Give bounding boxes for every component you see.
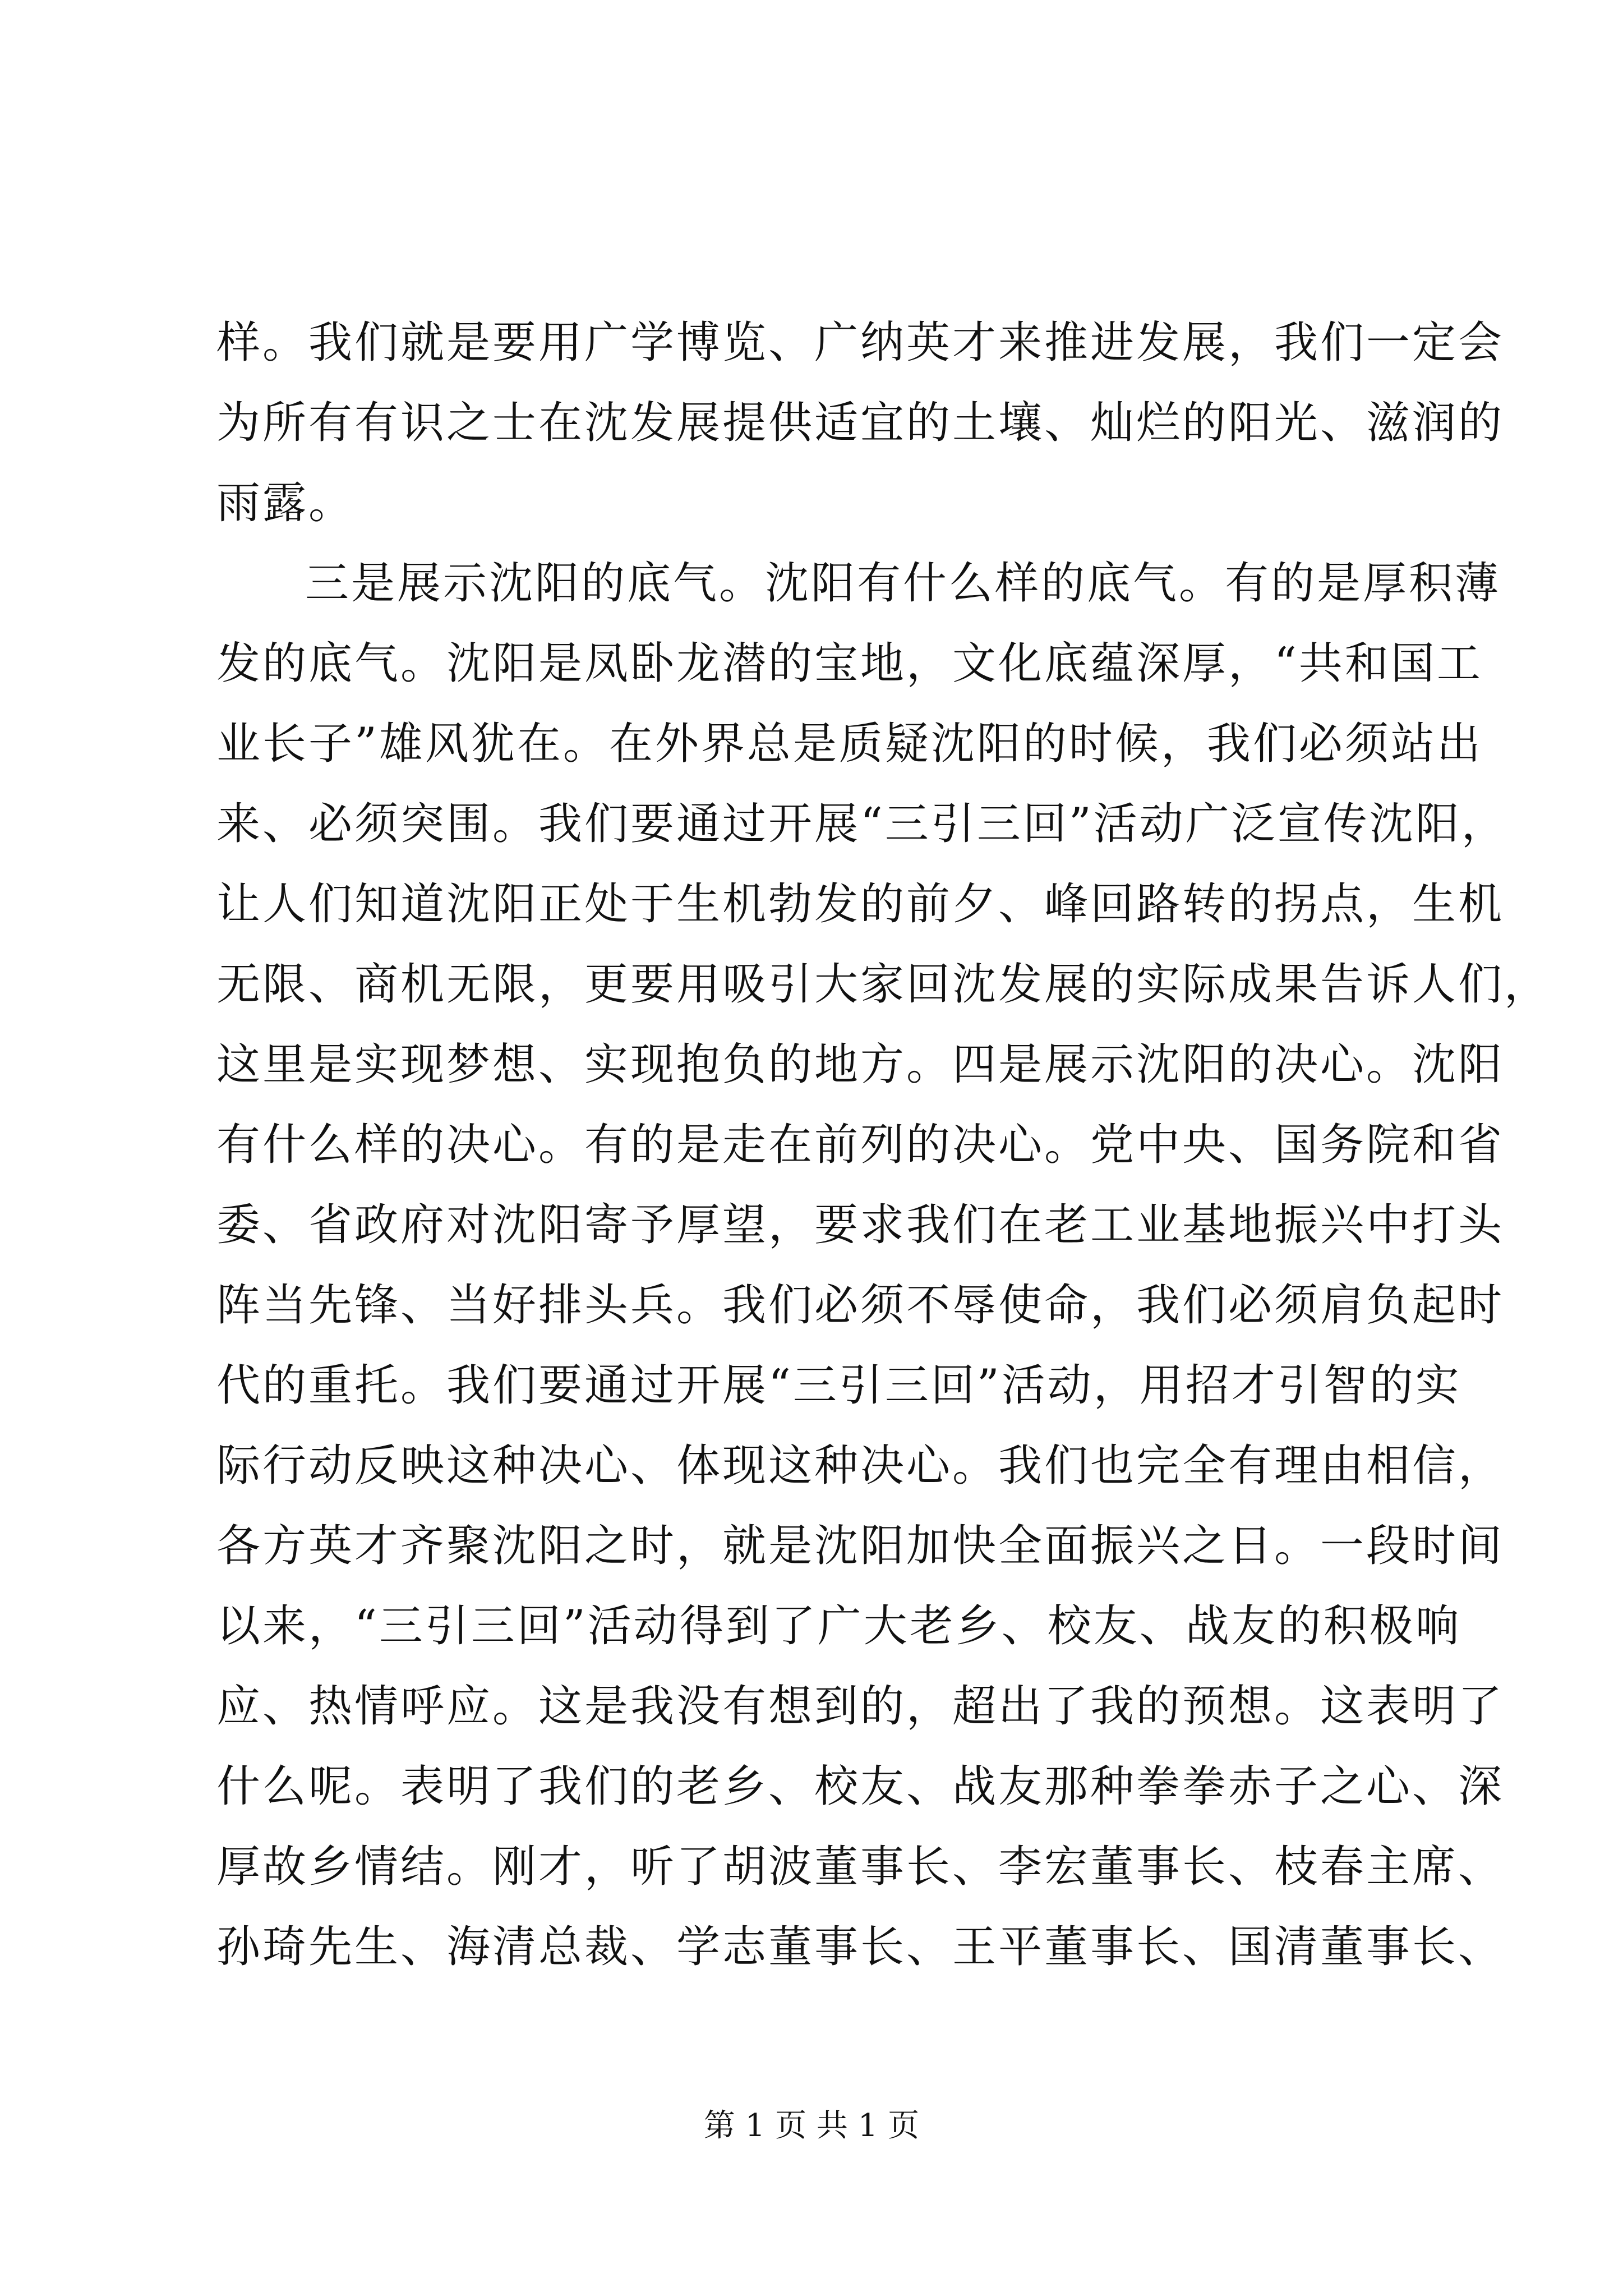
text-line: 应、热情呼应。这是我没有想到的，超出了我的预想。这表明了: [216, 1681, 1505, 1732]
text-line: 以来，“三引三回”活动得到了广大老乡、校友、战友的积极响: [216, 1601, 1461, 1651]
text-line: 厚故乡情结。刚才，听了胡波董事长、李宏董事长、枝春主席、: [216, 1842, 1505, 1892]
text-line: 发的底气。沈阳是凤卧龙潜的宝地，文化底蕴深厚，“共和国工: [216, 638, 1483, 689]
paragraph-first-line: 三是展示沈阳的底气。沈阳有什么样的底气。有的是厚积薄: [305, 558, 1501, 609]
text-line: 有什么样的决心。有的是走在前列的决心。党中央、国务院和省: [216, 1120, 1505, 1170]
page-footer: 第 1 页 共 1 页: [703, 2108, 920, 2144]
text-line: 这里是实现梦想、实现抱负的地方。四是展示沈阳的决心。沈阳: [216, 1039, 1505, 1090]
text-line: 为所有有识之士在沈发展提供适宜的土壤、灿烂的阳光、滋润的: [216, 398, 1505, 448]
text-line: 让人们知道沈阳正处于生机勃发的前夕、峰回路转的拐点，生机: [216, 879, 1505, 930]
text-line: 来、必须突围。我们要通过开展“三引三回”活动广泛宣传沈阳，: [216, 799, 1507, 849]
text-line: 雨露。: [216, 478, 355, 528]
text-line: 业长子”雄风犹在。在外界总是质疑沈阳的时候，我们必须站出: [216, 719, 1483, 769]
text-line: 各方英才齐聚沈阳之时，就是沈阳加快全面振兴之日。一段时间: [216, 1521, 1505, 1571]
text-line: 孙琦先生、海清总裁、学志董事长、王平董事长、国清董事长、: [216, 1922, 1505, 1972]
text-line: 阵当先锋、当好排头兵。我们必须不辱使命，我们必须肩负起时: [216, 1280, 1505, 1331]
body-text: [216, 303, 1551, 1987]
text-line: 样。我们就是要用广学博览、广纳英才来推进发展，我们一定会: [216, 318, 1505, 368]
text-line: 无限、商机无限，更要用吸引大家回沈发展的实际成果告诉人们，: [216, 959, 1551, 1010]
text-line: 际行动反映这种决心、体现这种决心。我们也完全有理由相信，: [216, 1441, 1505, 1491]
text-line: 什么呢。表明了我们的老乡、校友、战友那种拳拳赤子之心、深: [216, 1761, 1505, 1812]
text-line: 委、省政府对沈阳寄予厚望，要求我们在老工业基地振兴中打头: [216, 1200, 1505, 1250]
text-line: 代的重托。我们要通过开展“三引三回”活动，用招才引智的实: [216, 1360, 1461, 1411]
